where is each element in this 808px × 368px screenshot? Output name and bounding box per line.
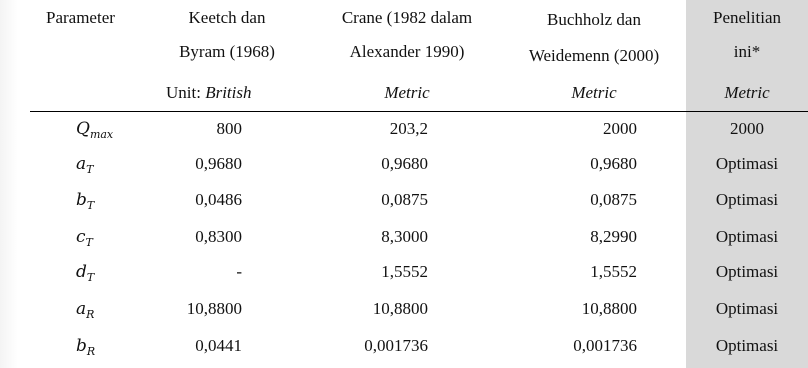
table-cell: 0,0875 (590, 190, 637, 209)
unit-col4: Metric (724, 83, 770, 102)
table-cell: 1,5552 (381, 262, 428, 281)
table-cell: 2000 (730, 119, 764, 138)
header-col1-line2: Byram (1968) (179, 42, 275, 61)
header-divider (30, 111, 808, 112)
table-cell: 2000 (603, 119, 637, 138)
table-cell: 8,3000 (381, 227, 428, 246)
unit-col3: Metric (571, 83, 617, 102)
table-cell: 1,5552 (590, 262, 637, 281)
watermark-strip (0, 0, 18, 368)
param-symbol: $Q_{max}$ (76, 119, 114, 141)
param-symbol: $c_T$ (76, 227, 93, 249)
table-cell: - (236, 262, 242, 281)
table-cell: 0,0441 (195, 336, 242, 355)
unit-col2: Metric (384, 83, 430, 102)
header-col4-line1: Penelitian (713, 8, 781, 27)
table-cell: 10,8800 (581, 299, 637, 318)
header-col1-line1: Keetch dan (188, 8, 266, 27)
table-cell: 0,001736 (364, 336, 428, 355)
table-cell: Optimasi (715, 154, 779, 173)
table-cell: 10,8800 (372, 299, 428, 318)
header-parameter: Parameter (46, 8, 115, 27)
table-cell: 8,2990 (590, 227, 637, 246)
table-cell: Optimasi (715, 299, 779, 318)
param-symbol: $a_R$ (76, 299, 95, 321)
table-cell: 800 (216, 119, 242, 138)
table-cell: 0,8300 (195, 227, 242, 246)
param-symbol: $a_T$ (76, 154, 94, 176)
param-symbol: $b_T$ (76, 190, 95, 212)
table-cell: Optimasi (715, 336, 779, 355)
table-cell: 0,0875 (381, 190, 428, 209)
table-cell: 0,0486 (195, 190, 242, 209)
param-symbol: $d_T$ (76, 262, 95, 284)
header-col3-line1: Buchholz dan (547, 10, 641, 29)
unit-col1-prefix: Unit: (166, 83, 206, 102)
table-cell: 10,8800 (186, 299, 242, 318)
header-col2-line1: Crane (1982 dalam (341, 8, 473, 27)
header-col2-line2: Alexander 1990) (349, 42, 465, 61)
table-cell: 0,9680 (590, 154, 637, 173)
unit-col1 (166, 83, 252, 103)
table-cell: 203,2 (389, 119, 428, 138)
table-cell: 0,001736 (573, 336, 637, 355)
table-cell: 0,9680 (195, 154, 242, 173)
unit-col1-value: British (205, 83, 252, 102)
header-col3-line2: Weidemenn (2000) (528, 46, 660, 65)
param-symbol: $b_R$ (76, 336, 96, 358)
table-cell: Optimasi (715, 190, 779, 209)
header-col4-line2: ini* (733, 42, 761, 61)
table-cell: 0,9680 (381, 154, 428, 173)
table-cell: Optimasi (715, 262, 779, 281)
table-cell: Optimasi (715, 227, 779, 246)
